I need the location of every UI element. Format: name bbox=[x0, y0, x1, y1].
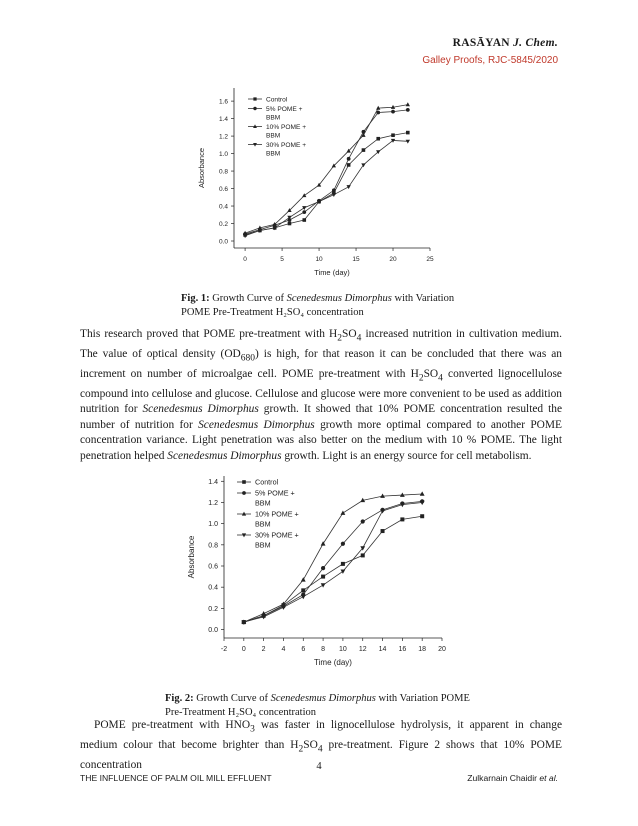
journal-abbrev: J. Chem. bbox=[513, 37, 558, 49]
x-tick-label: 25 bbox=[426, 256, 434, 263]
x-tick-label: 5 bbox=[280, 256, 284, 263]
subscript: 4 bbox=[438, 373, 443, 384]
figure-2-label: Fig. 2: bbox=[165, 693, 194, 704]
x-tick-label: 10 bbox=[315, 256, 323, 263]
x-tick-label: 10 bbox=[339, 646, 347, 653]
figure-1-caption-line2: POME Pre-Treatment H₂SO₄ concentration bbox=[181, 307, 364, 318]
legend-label: 10% POME + bbox=[266, 124, 307, 131]
footer-etal: et al. bbox=[539, 773, 558, 783]
galley-proof-label: Galley Proofs, RJC-5845/2020 bbox=[422, 55, 558, 66]
legend-label: 5% POME + bbox=[266, 106, 303, 113]
subscript: 4 bbox=[317, 744, 323, 755]
data-point-series-3 bbox=[341, 510, 346, 514]
y-tick-label: 1.2 bbox=[208, 499, 218, 507]
x-tick-label: 20 bbox=[438, 646, 446, 653]
x-tick-label: 18 bbox=[418, 646, 427, 653]
x-tick-label: 14 bbox=[378, 646, 387, 653]
data-point-series-1 bbox=[381, 529, 385, 533]
data-point-series-3 bbox=[406, 102, 410, 106]
data-point-series-1 bbox=[301, 588, 305, 592]
page-number: 4 bbox=[316, 761, 322, 772]
caption-species: Scenedesmus Dimorphus bbox=[270, 693, 376, 704]
text: was faster in lignocellulose hydrolysis, it apparent in change medium colour that become brighter than H bbox=[80, 719, 562, 751]
x-tick-label: 16 bbox=[398, 646, 407, 653]
legend-marker bbox=[242, 491, 246, 495]
y-tick-label: 0.6 bbox=[218, 186, 228, 194]
y-tick-label: 1.4 bbox=[218, 116, 228, 124]
caption-species: Scenedesmus Dimorphus bbox=[286, 293, 392, 304]
x-tick-label: 12 bbox=[358, 646, 367, 653]
data-point-series-1 bbox=[400, 517, 404, 521]
x-tick-label: -2 bbox=[220, 646, 228, 653]
subscript: 680 bbox=[240, 353, 256, 364]
text: growth. It showed that 10% POME concentration resulted the number of nutrition for bbox=[80, 403, 562, 431]
text: converted lignocellulose compound into cellulose and glucose. Cellulose and glucose were more convenient to be used as addition nutrition for bbox=[80, 367, 562, 416]
data-point-series-4 bbox=[380, 509, 385, 513]
legend-marker bbox=[242, 480, 246, 484]
figure-2-caption bbox=[165, 692, 545, 720]
data-point-series-3 bbox=[420, 491, 425, 495]
species-name: Scenedesmus Dimorphus bbox=[198, 418, 315, 431]
footer-left: THE INFLUENCE OF PALM OIL MILL EFFLUENT bbox=[80, 773, 272, 783]
legend-marker bbox=[253, 107, 256, 110]
data-point-series-1 bbox=[288, 222, 292, 226]
legend-label: 5% POME + bbox=[255, 488, 295, 498]
species-name: Scenedesmus Dimorphus bbox=[142, 403, 259, 416]
x-tick-label: 0 bbox=[241, 646, 246, 653]
legend-label: Control bbox=[266, 96, 288, 104]
data-point-series-1 bbox=[347, 163, 351, 167]
y-tick-label: 1.4 bbox=[208, 478, 218, 486]
data-point-series-3 bbox=[301, 577, 306, 581]
text: growth. Light is an energy source for cell metabolism. bbox=[281, 450, 532, 462]
text: growth more optimal compared to another POME concentration variance. Light penetration was also better on the medium with 10 % POME. The light penetration helped bbox=[80, 418, 562, 462]
footer-author: Zulkarnain Chaidir bbox=[467, 773, 540, 783]
text: pre-treatment. Figure 2 shows that 10% POME concentration bbox=[80, 738, 562, 771]
subscript: 2 bbox=[418, 373, 424, 384]
subscript: 3 bbox=[250, 724, 255, 735]
text: SO bbox=[303, 738, 318, 751]
journal-title bbox=[453, 37, 558, 49]
y-tick-label: 1.0 bbox=[208, 521, 218, 529]
caption-text: Growth Curve of bbox=[209, 293, 287, 304]
y-tick-label: 1.0 bbox=[218, 151, 228, 159]
y-tick-label: 0.4 bbox=[208, 584, 218, 592]
y-tick-label: 0.0 bbox=[218, 238, 228, 246]
data-point-series-2 bbox=[347, 157, 351, 161]
y-tick-label: 0.6 bbox=[208, 563, 218, 571]
data-point-series-1 bbox=[362, 148, 366, 152]
text: SO bbox=[423, 367, 439, 380]
data-point-series-2 bbox=[361, 519, 365, 523]
legend-marker bbox=[253, 97, 256, 100]
data-point-series-2 bbox=[341, 542, 345, 546]
caption-text: with Variation POME bbox=[375, 693, 470, 704]
data-point-series-4 bbox=[302, 206, 306, 210]
data-point-series-4 bbox=[301, 595, 306, 599]
journal-name: RASĀYAN bbox=[452, 37, 510, 49]
data-point-series-4 bbox=[406, 140, 410, 144]
data-point-series-1 bbox=[406, 131, 410, 135]
legend-label: BBM bbox=[266, 114, 281, 122]
species-name: Scenedesmus Dimorphus bbox=[167, 450, 282, 462]
data-point-series-3 bbox=[302, 193, 306, 197]
data-point-series-2 bbox=[302, 210, 306, 214]
data-point-series-2 bbox=[332, 188, 336, 192]
figure-2-caption-line1 bbox=[165, 692, 545, 706]
legend-label: BBM bbox=[266, 132, 281, 140]
x-tick-label: 8 bbox=[321, 646, 326, 653]
x-tick-label: 0 bbox=[243, 256, 247, 263]
text: This research proved that POME pre-treatment with H bbox=[80, 328, 338, 340]
legend-label: BBM bbox=[255, 540, 271, 550]
caption-text: with Variation bbox=[391, 293, 455, 304]
data-point-series-2 bbox=[321, 566, 325, 570]
text: increased nutrition in cultivation medium. The value of optical density (OD bbox=[80, 328, 562, 360]
figure-1-caption-line1 bbox=[181, 292, 541, 306]
y-tick-label: 0.4 bbox=[218, 203, 228, 211]
legend-label: BBM bbox=[255, 498, 271, 508]
y-tick-label: 0.8 bbox=[218, 168, 228, 176]
subscript: 4 bbox=[356, 333, 362, 344]
y-axis-label: Absorbance bbox=[187, 535, 196, 579]
y-tick-label: 1.2 bbox=[218, 133, 228, 141]
data-point-series-4 bbox=[321, 583, 326, 587]
legend-label: 10% POME + bbox=[255, 509, 299, 519]
body-paragraph-1 bbox=[80, 327, 562, 465]
y-tick-label: 0.8 bbox=[208, 542, 218, 550]
text: POME pre-treatment with HNO bbox=[94, 719, 251, 731]
figure-1-caption bbox=[181, 292, 541, 320]
legend-label: Control bbox=[255, 477, 279, 487]
data-point-series-2 bbox=[406, 108, 410, 112]
x-tick-label: 15 bbox=[352, 256, 360, 263]
x-axis-label: Time (day) bbox=[314, 658, 352, 667]
figure-1-chart bbox=[190, 82, 440, 282]
data-point-series-1 bbox=[420, 514, 424, 518]
caption-text: Growth Curve of bbox=[193, 693, 271, 704]
figure-2-chart bbox=[180, 470, 450, 685]
x-tick-label: 6 bbox=[301, 646, 306, 653]
data-point-series-1 bbox=[302, 218, 306, 222]
footer-right bbox=[467, 773, 558, 783]
data-point-series-2 bbox=[391, 110, 395, 114]
legend-label: BBM bbox=[266, 150, 281, 158]
x-tick-label: 4 bbox=[281, 646, 286, 653]
y-tick-label: 0.0 bbox=[208, 627, 218, 635]
x-tick-label: 2 bbox=[261, 646, 266, 653]
x-tick-label: 20 bbox=[389, 256, 397, 263]
y-tick-label: 0.2 bbox=[218, 221, 228, 229]
text: SO bbox=[342, 328, 357, 340]
y-axis-label: Absorbance bbox=[197, 147, 206, 189]
figure-2-caption-line2: Pre-Treatment H₂SO₄ concentration bbox=[165, 707, 316, 718]
subscript: 2 bbox=[337, 333, 343, 344]
legend-label: 30% POME + bbox=[266, 142, 307, 149]
legend-label: BBM bbox=[255, 519, 271, 529]
data-point-series-1 bbox=[341, 562, 345, 566]
data-point-series-1 bbox=[376, 137, 380, 141]
x-axis-label: Time (day) bbox=[314, 268, 350, 277]
data-point-series-1 bbox=[361, 553, 365, 557]
y-tick-label: 0.2 bbox=[208, 605, 218, 613]
text: ) is high, for that reason it can be concluded that there was an increment on number of microalgae cell. POME pre-treatment with H bbox=[80, 347, 563, 380]
data-point-series-1 bbox=[321, 575, 325, 579]
figure-1-label: Fig. 1: bbox=[181, 293, 210, 304]
data-point-series-1 bbox=[391, 133, 395, 137]
subscript: 2 bbox=[298, 744, 304, 755]
data-point-series-4 bbox=[341, 569, 346, 573]
y-tick-label: 1.6 bbox=[218, 98, 228, 106]
legend-label: 30% POME + bbox=[255, 530, 299, 540]
